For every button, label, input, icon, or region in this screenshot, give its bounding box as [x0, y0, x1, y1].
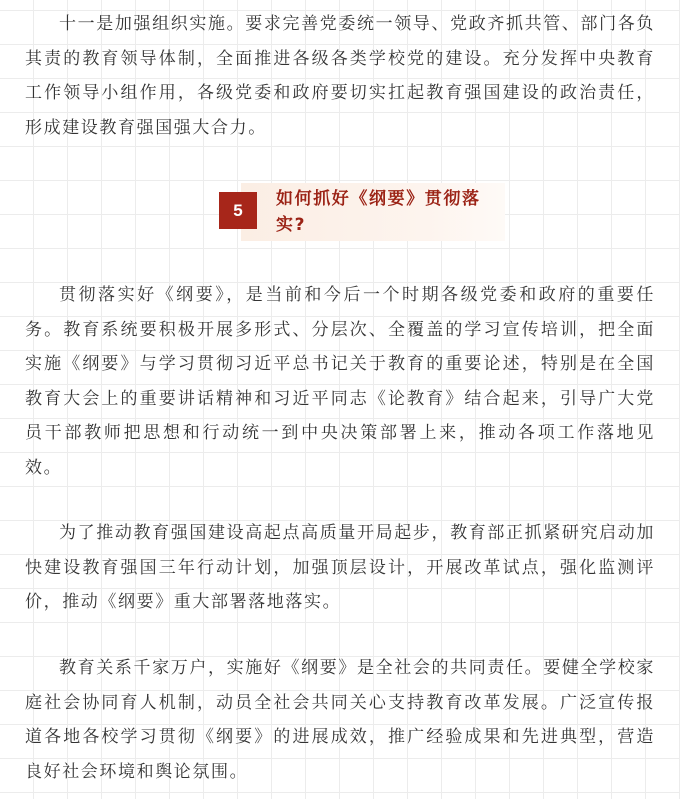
section-heading	[219, 183, 505, 241]
paragraph-action-plan: 为了推动教育强国建设高起点高质量开局起步，教育部正抓紧研究启动加快建设教育强国三年行动计划，加强顶层设计，开展改革试点，强化监测评价，推动《纲要》重大部署落地落实。	[25, 523, 655, 612]
section-title: 如何抓好《纲要》贯彻落实?	[276, 189, 481, 235]
paragraph-organization: 十一是加强组织实施。要求完善党委统一领导、党政齐抓共管、部门各负其责的教育领导体制，全面推进各级各类学校党的建设。充分发挥中央教育工作领导小组作用，各级党委和政府要切实扛起教育强国建设的政治责任，形成建设教育强国强大合力。	[25, 14, 655, 138]
paragraph-social-responsibility: 教育关系千家万户，实施好《纲要》是全社会的共同责任。要健全学校家庭社会协同育人机制，动员全社会共同关心支持教育改革发展。广泛宣传报道各地各校学习贯彻《纲要》的进展成效，推广经验成果和先进典型，营造良好社会环境和舆论氛围。	[25, 658, 655, 782]
paragraph-implementation: 贯彻落实好《纲要》，是当前和今后一个时期各级党委和政府的重要任务。教育系统要积极开展多形式、分层次、全覆盖的学习宣传培训，把全面实施《纲要》与学习贯彻习近平总书记关于教育的重要论述，特别是在全国教育大会上的重要讲话精神和习近平同志《论教育》结合起来，引导广大党员干部教师把思想和行动统一到中央决策部署上来，推动各项工作落地见效。	[25, 285, 655, 478]
section-number-badge: 5	[219, 192, 257, 229]
